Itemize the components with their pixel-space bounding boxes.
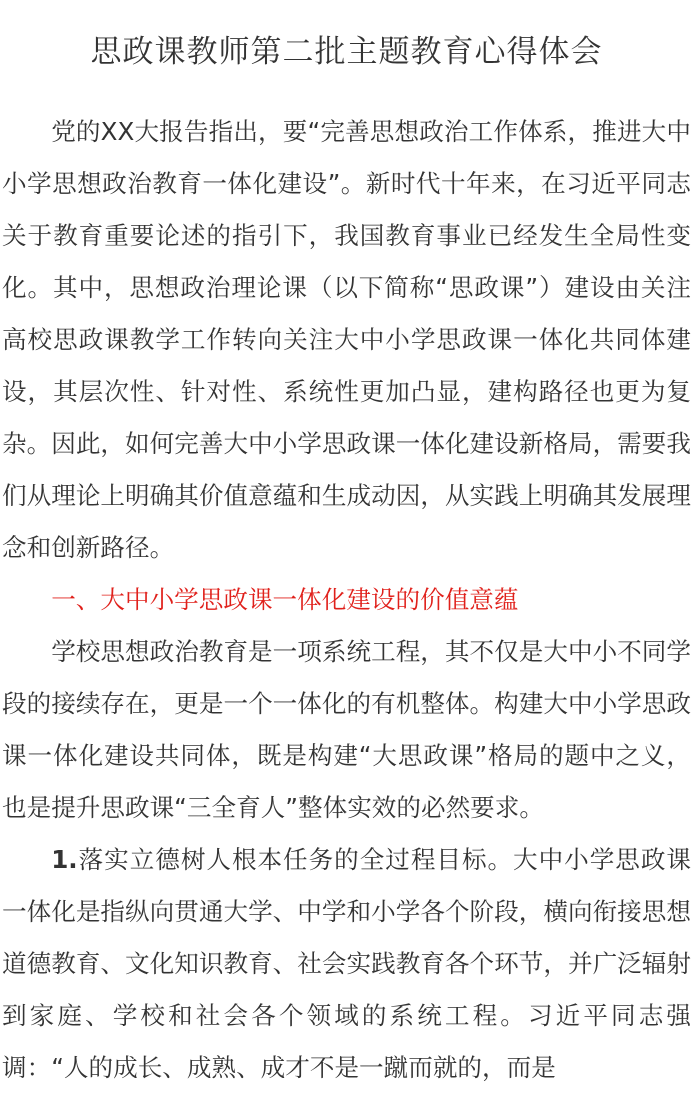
section-heading: 一、大中小学思政课一体化建设的价值意蕴 bbox=[51, 585, 519, 614]
document-body bbox=[2, 106, 691, 1094]
point-text: 落实立德树人根本任务的全过程目标。大中小学思政课一体化是指纵向贯通大学、中学和小学各个阶段，横向衔接思想道德教育、文化知识教育、社会实践教育各个环节，并广泛辐射到家庭、学校和社会各个领域的系统工程。习近平同志强调：“人的成长、成熟、成才不是一蹴而就的，而是 bbox=[2, 845, 691, 1082]
section-paragraph: 学校思想政治教育是一项系统工程，其不仅是大中小不同学段的接续存在，更是一个一体化的有机整体。构建大中小学思政课一体化建设共同体，既是构建“大思政课”格局的题中之义，也是提升思政课“三全育人”整体实效的必然要求。 bbox=[2, 637, 692, 822]
document-title: 思政课教师第二批主题教育心得体会 bbox=[90, 34, 603, 70]
intro-paragraph: 党的XX大报告指出，要“完善思想政治工作体系，推进大中小学思想政治教育一体化建设”。新时代十年来，在习近平同志关于教育重要论述的指引下，我国教育事业已经发生全局性变化。其中，思想政治理论课（以下简称“思政课”）建设由关注高校思政课教学工作转向关注大中小学思政课一体化共同体建设，其层次性、针对性、系统性更加凸显，建构路径也更为复杂。因此，如何完善大中小学思政课一体化建设新格局，需要我们从理论上明确其价值意蕴和生成动因，从实践上明确其发展理念和创新路径。 bbox=[2, 117, 692, 562]
point-number: 1. bbox=[51, 845, 78, 874]
point-paragraph bbox=[2, 834, 691, 1094]
